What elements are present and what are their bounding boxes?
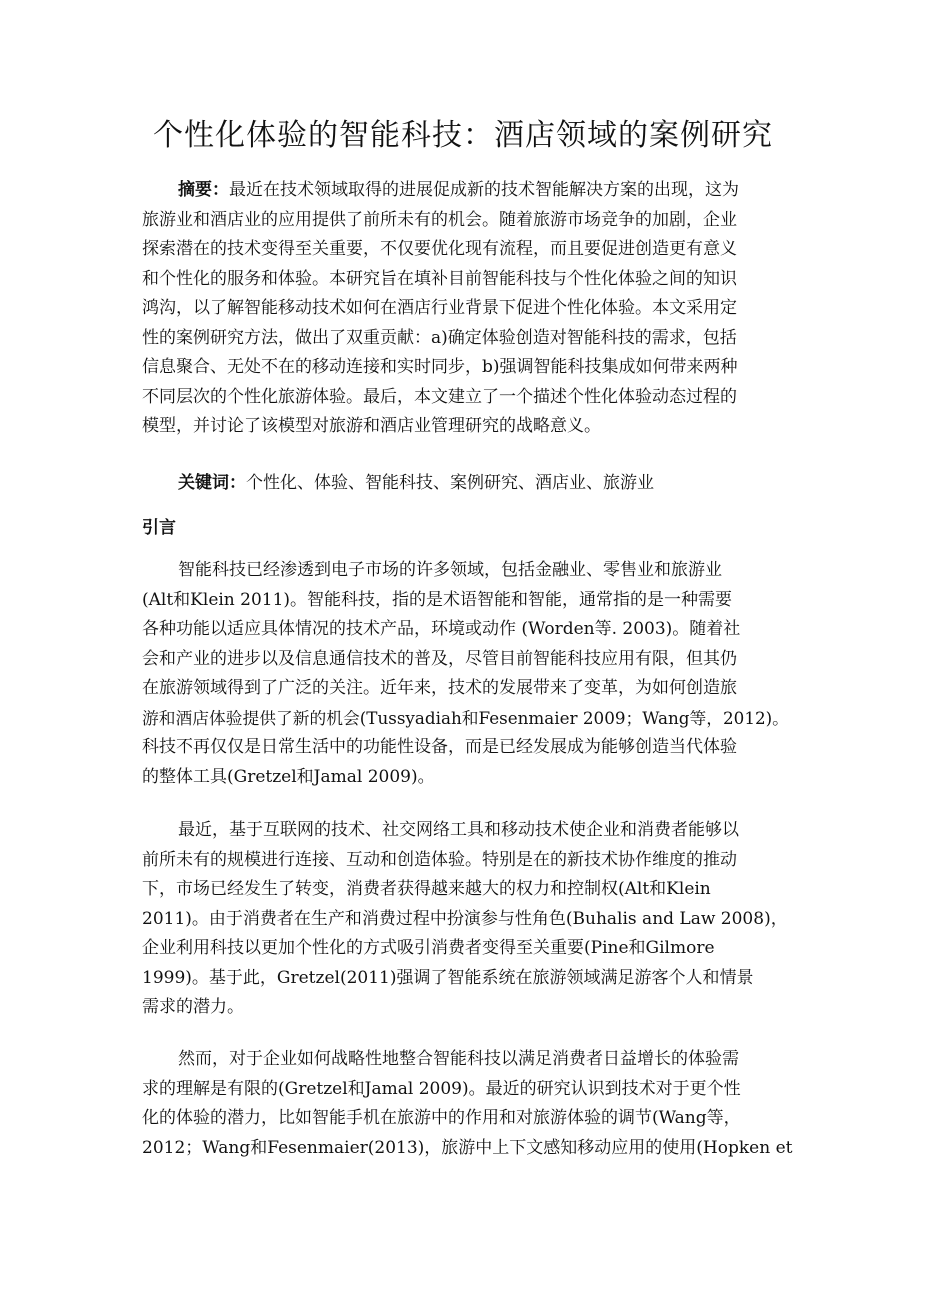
paragraph-line: 在旅游领域得到了广泛的关注。近年来，技术的发展带来了变革，为如何创造旅 (142, 678, 737, 698)
paper-title: 个性化体验的智能科技：酒店领域的案例研究 (153, 118, 773, 153)
keywords-text: 个性化、体验、智能科技、案例研究、酒店业、旅游业 (246, 473, 654, 493)
abstract-line: 鸿沟，以了解智能移动技术如何在酒店行业背景下促进个性化体验。本文采用定 (142, 298, 737, 318)
paragraph-line: 求的理解是有限的(Gretzel和Jamal 2009)。最近的研究认识到技术对于更个性 (142, 1078, 741, 1099)
paragraph-1 (142, 556, 790, 792)
paragraph-line: 企业利用科技以更加个性化的方式吸引消费者变得至关重要(Pine和Gilmore (142, 938, 715, 958)
intro-heading: 引言 (142, 518, 176, 538)
abstract-line: 探索潜在的技术变得至关重要，不仅要优化现有流程，而且要促进创造更有意义 (142, 239, 737, 259)
paragraph-line: 需求的潜力。 (142, 997, 244, 1017)
paragraph-line: 各种功能以适应具体情况的技术产品，环境或动作 (Worden等. 2003)。随着社 (142, 619, 741, 639)
abstract-line: 模型，并讨论了该模型对旅游和酒店业管理研究的战略意义。 (142, 416, 601, 436)
abstract (142, 176, 790, 442)
abstract-line: 信息聚合、无处不在的移动连接和实时同步，b)强调智能科技集成如何带来两种 (142, 357, 738, 377)
keywords-label: 关键词： (178, 473, 246, 493)
abstract-line: 性的案例研究方法，做出了双重贡献：a)确定体验创造对智能科技的需求，包括 (142, 327, 737, 348)
paragraph-line: 科技不再仅仅是日常生活中的功能性设备，而是已经发展成为能够创造当代体验 (142, 737, 737, 757)
abstract-line: 和个性化的服务和体验。本研究旨在填补目前智能科技与个性化体验之间的知识 (142, 268, 737, 289)
paragraph-line: 游和酒店体验提供了新的机会(Tussyadiah和Fesenmaier 2009；Wang等，2012)。 (142, 707, 789, 728)
paragraph-line: 的整体工具(Gretzel和Jamal 2009)。 (142, 766, 435, 787)
paragraph-line: 化的体验的潜力，比如智能手机在旅游中的作用和对旅游体验的调节(Wang等， (142, 1108, 741, 1128)
paragraph-line: 会和产业的进步以及信息通信技术的普及，尽管目前智能科技应用有限，但其仍 (142, 648, 737, 669)
paragraph-3 (142, 1045, 793, 1163)
paragraph-line: 下，市场已经发生了转变，消费者获得越来越大的权力和控制权(Alt和Klein (142, 879, 711, 899)
paragraph-line: 2011)。由于消费者在生产和消费过程中扮演参与性角色(Buhalis and Law 2008)， (142, 908, 788, 929)
paragraph-2 (142, 816, 790, 1023)
abstract-line: 不同层次的个性化旅游体验。最后，本文建立了一个描述个性化体验动态过程的 (142, 386, 737, 407)
paragraph-line: 最近，基于互联网的技术、社交网络工具和移动技术使企业和消费者能够以 (178, 820, 739, 840)
paragraph-line: 2012；Wang和Fesenmaier(2013)，旅游中上下文感知移动应用的使用(Hopken et (142, 1137, 793, 1158)
abstract-line-1: 摘要：最近在技术领域取得的进展促成新的技术智能解决方案的出现，这为 (178, 180, 739, 200)
keywords (178, 469, 654, 498)
paragraph-line: 前所未有的规模进行连接、互动和创造体验。特别是在的新技术协作维度的推动 (142, 849, 737, 870)
paragraph-line: (Alt和Klein 2011)。智能科技，指的是术语智能和智能，通常指的是一种需要 (142, 589, 733, 610)
abstract-label: 摘要： (178, 180, 229, 200)
paragraph-line: 然而，对于企业如何战略性地整合智能科技以满足消费者日益增长的体验需 (178, 1049, 739, 1069)
paragraph-line: 1999)。基于此，Gretzel(2011)强调了智能系统在旅游领域满足游客个人和情景 (142, 967, 754, 988)
paragraph-line: 智能科技已经渗透到电子市场的许多领域，包括金融业、零售业和旅游业 (178, 560, 722, 580)
abstract-line: 旅游业和酒店业的应用提供了前所未有的机会。随着旅游市场竞争的加剧，企业 (142, 209, 737, 230)
